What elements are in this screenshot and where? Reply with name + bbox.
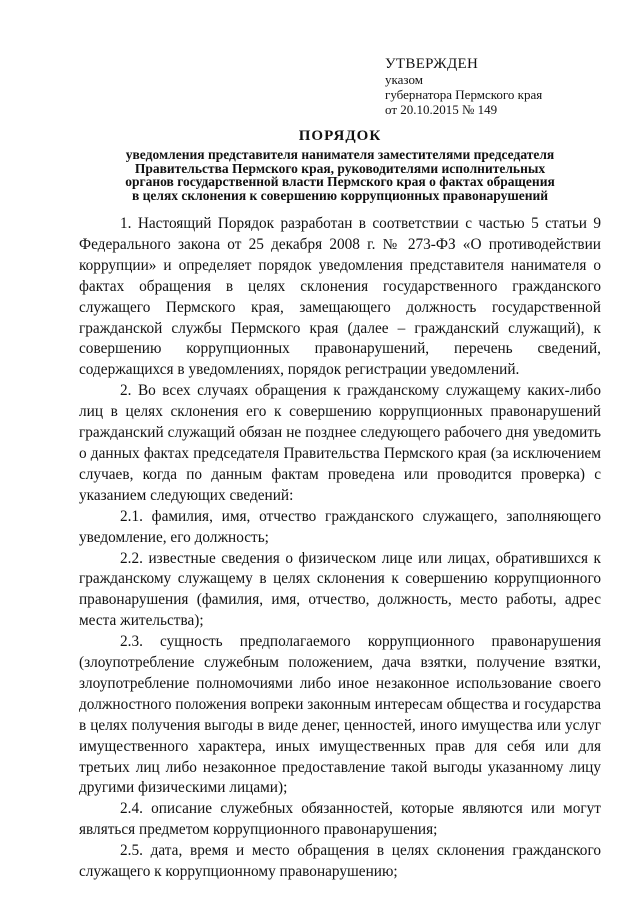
subtitle-line: в целях склонения к совершению коррупционных правонарушений — [131, 187, 549, 203]
clause-2-5: 2.5. дата, время и место обращения в целях склонения гражданского служащего к коррупционному правонарушению; — [79, 842, 601, 881]
clause-2-2: 2.2. известные сведения о физическом лице или лицах, обратившихся к гражданскому служащему в целях склонения к совершению коррупционного правонарушения (фамилия, имя, отчество, должность, место работы, адрес места жительства); — [79, 549, 601, 630]
document-title: ПОРЯДОК — [298, 128, 382, 144]
approval-stamp — [385, 57, 542, 117]
paragraph-2: 2. Во всех случаях обращения к гражданскому служащему каких-либо лиц в целях склонения его к совершению коррупционных правонарушений гражданский служащий обязан не позднее следующего рабочего дня уведомить о данных фактах председателя Правительства Пермского края (за исключением случаев, когда по данным фактам проведена или проводится проверка) с указанием следующих сведений: — [79, 382, 601, 504]
clause-2-4: 2.4. описание служебных обязанностей, которые являются или могут являться предметом коррупционного правонарушения; — [79, 800, 601, 839]
paragraph-1: 1. Настоящий Порядок разработан в соответствии с частью 5 статьи 9 Федерального закона от 25 декабря 2008 г. № 273-ФЗ «О противодействии коррупции» и определяет порядок уведомления представителя нанимателя о фактах обращения в целях склонения государственного гражданского служащего Пермского края, замещающего должность государственной гражданской службы Пермского края (далее – гражданский служащий), к совершению коррупционных правонарушений, перечень сведений, содержащихся в уведомлениях, порядок регистрации уведомлений. — [79, 215, 601, 379]
approval-heading: УТВЕРЖДЕН — [385, 56, 479, 72]
approval-date-line: от 20.10.2015 № 149 — [385, 102, 498, 117]
document-body — [79, 214, 601, 883]
clause-2-1: 2.1. фамилия, имя, отчество гражданского служащего, заполняющего уведомление, его должность; — [79, 507, 601, 546]
subtitle-line: Правительства Пермского края, руководителями исполнительных — [134, 160, 546, 176]
approval-line: указом — [385, 72, 423, 87]
approval-line: губернатора Пермского края — [385, 87, 543, 102]
document-subtitle — [80, 148, 600, 202]
clause-2-3: 2.3. сущность предполагаемого коррупционного правонарушения (злоупотребление служебным положением, дача взятки, получение взятки, злоупотребление полномочиями либо иное незаконное использование своего должностного положения вопреки законным интересам общества и государства в целях получения выгоды в виде денег, ценностей, иного имущества или услуг имущественного характера, иных имущественных прав для себя или для третьих лиц либо незаконное предоставление такой выгоды указанному лицу другими физическими лицами); — [79, 633, 601, 797]
subtitle-line: органов государственной власти Пермского края о фактах обращения — [125, 174, 555, 189]
subtitle-line: уведомления представителя нанимателя заместителями председателя — [125, 147, 555, 162]
